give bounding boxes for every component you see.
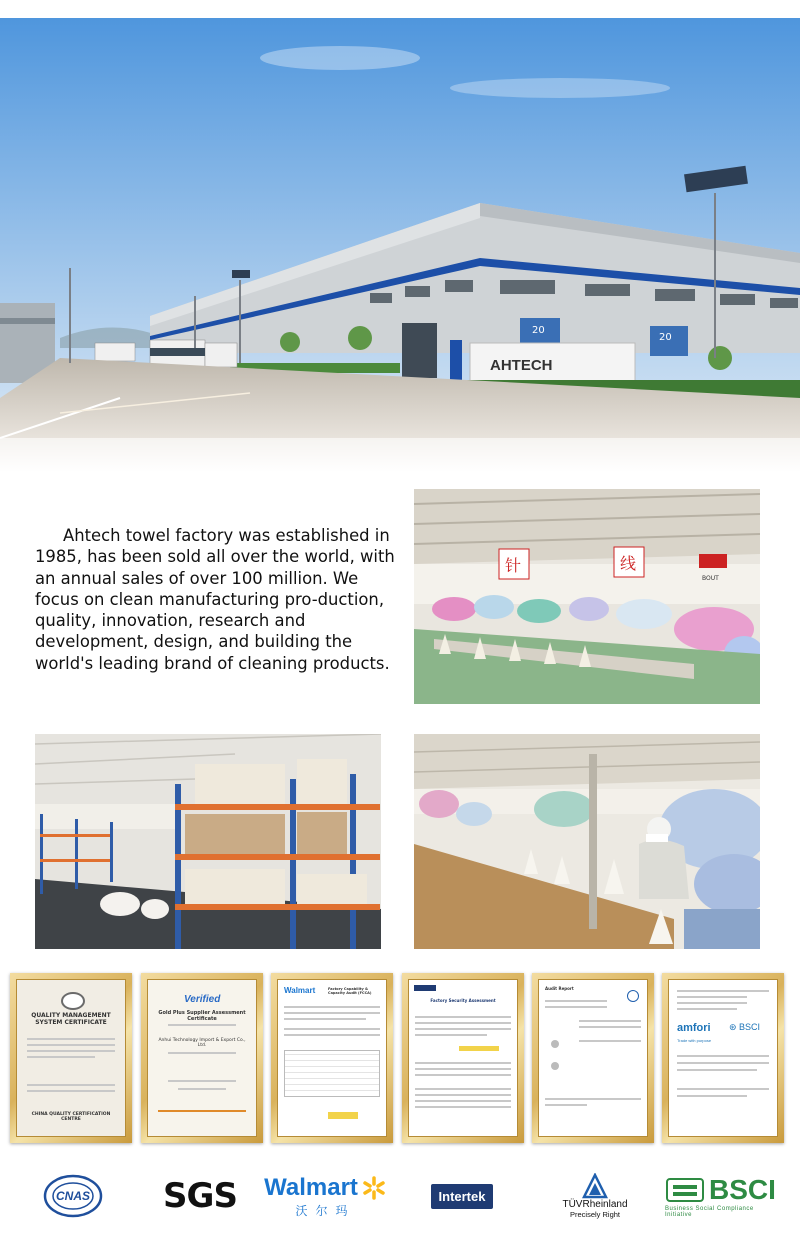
certificate-amfori (662, 973, 784, 1143)
certificate-cqc (10, 973, 132, 1143)
tuv-tagline: Precisely Right (569, 1210, 621, 1219)
walmart-cert-logo: Walmart (284, 986, 316, 995)
sewing-workshop-image (414, 489, 760, 704)
tuv-triangle-icon (582, 1173, 608, 1199)
tuv-logo-text: TÜVRheinland (562, 1199, 628, 1210)
certificate-verified-company: Anhui Technology Import & Export Co., Ltd. (158, 1038, 246, 1048)
intertek-logo-text: Intertek (431, 1184, 494, 1209)
certificate-intertek-title: Factory Security Assessment (430, 998, 496, 1003)
verified-logo: Verified (184, 994, 221, 1005)
certificate-cqc-footer: CHINA QUALITY CERTIFICATION CENTRE (31, 1112, 111, 1122)
amfori-cert-logo: amfori (677, 1022, 711, 1034)
warehouse-photo (35, 734, 381, 949)
intertek-cert-logo (414, 985, 436, 991)
walmart-logo (264, 1168, 383, 1224)
walmart-spark-icon (361, 1175, 387, 1201)
bsci-logo (665, 1168, 780, 1224)
walmart-chinese-name: 沃尔玛 (295, 1203, 356, 1218)
gate-number-right: 20 (659, 332, 672, 343)
factory-sign-text: AHTECH (490, 357, 553, 374)
workshop-banner-left: 针 (505, 556, 522, 575)
company-intro (35, 525, 395, 674)
certificate-walmart-fcca (271, 973, 393, 1143)
certificate-tuv (532, 973, 654, 1143)
amfori-cert-tagline: Trade with purpose (677, 1038, 712, 1043)
amfori-bsci-label: ⊛ BSCI (729, 1022, 761, 1032)
company-intro-text: Ahtech towel factory was established in 1985, has been sold all over the world, with an annual sales of over 100 million. We focus on clean manufacturing pro-duction, quality, innovation, research and development, design, and building the world's leading brand of cleaning products. (35, 526, 395, 673)
bsci-tagline: Business Social Compliance Initiative (665, 1206, 754, 1218)
sgs-logo-text: SGS (163, 1176, 237, 1216)
warehouse-image (35, 734, 381, 949)
production-line-photo (414, 734, 760, 949)
sgs-logo (160, 1168, 240, 1224)
tuv-rheinland-logo (560, 1168, 630, 1224)
bsci-emblem-icon (665, 1175, 705, 1205)
cnas-logo-text: CNAS (55, 1189, 90, 1203)
cnas-logo (40, 1168, 105, 1224)
workshop-small-sign: BOUT (702, 575, 719, 582)
certificate-cqc-title: QUALITY MANAGEMENT SYSTEM CERTIFICATE (31, 1012, 111, 1026)
intertek-logo (432, 1168, 492, 1224)
certificate-walmart-title: Factory Capability & Capacity Audit (FCCA) (328, 987, 372, 995)
walmart-logo-text: Walmart (264, 1173, 358, 1201)
workshop-banner-right: 线 (620, 554, 637, 573)
tuv-cert-seal-icon (627, 990, 639, 1002)
certificate-intertek (402, 973, 524, 1143)
cnas-emblem-icon (43, 1174, 103, 1218)
certificate-verified (141, 973, 263, 1143)
certificate-tuv-title: Audit Report (545, 986, 574, 991)
factory-hero-photo (0, 18, 800, 473)
certificate-verified-title: Gold Plus Supplier Assessment Certificate (158, 1010, 246, 1022)
sewing-workshop-photo (414, 489, 760, 704)
bsci-logo-text: BSCI (709, 1174, 776, 1205)
factory-exterior-image (0, 18, 800, 473)
cqc-seal-icon (61, 992, 85, 1010)
gate-number-left: 20 (532, 325, 545, 336)
production-line-image (414, 734, 760, 949)
